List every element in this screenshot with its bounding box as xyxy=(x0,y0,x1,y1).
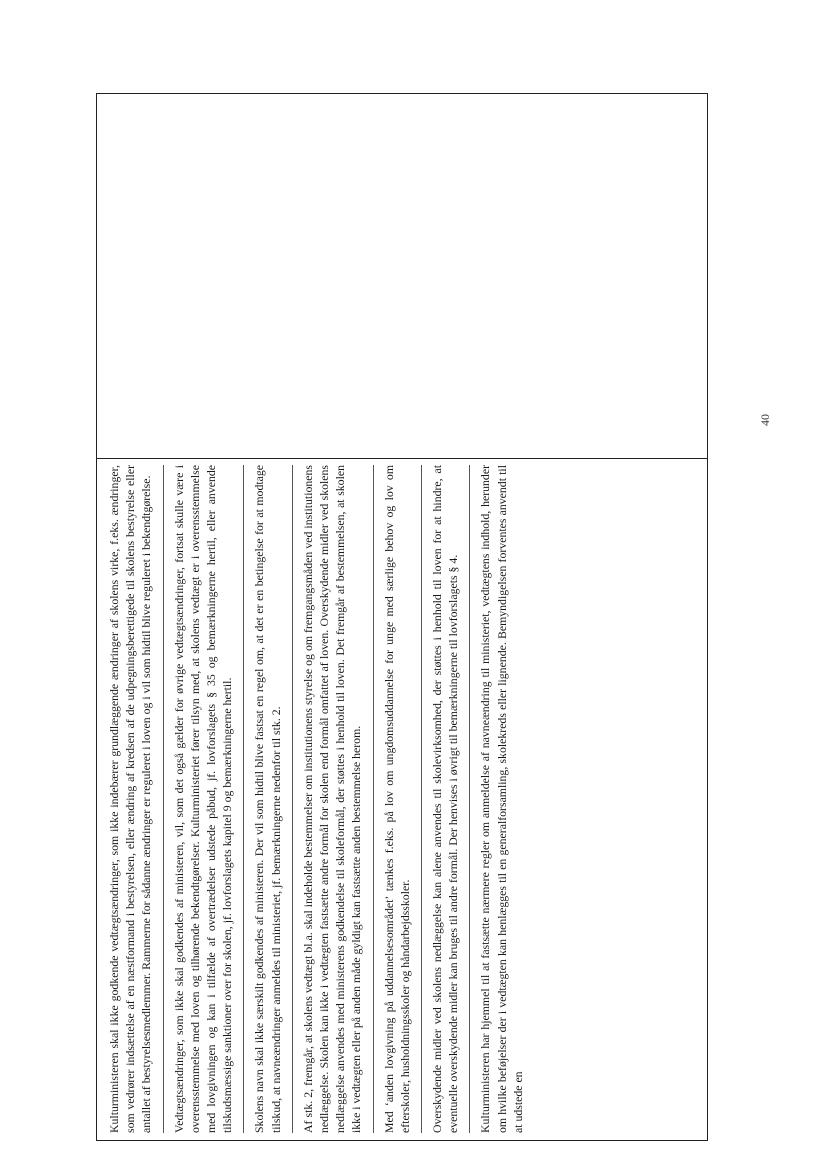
paragraph-1: Kulturministeren skal ikke godkende vedtægtsændringer, som ikke indebærer grundlæggende ændringer af skolens virke, f.eks. ændringer, som vedrører indsættelse af en næstformand i bestyrelsen, eller ændring af kredsen af de udpegningsberettigede til skolens bestyrelse eller antallet af bestyrelsesmedlemmer. Rammerne for sådanne ændringer er reguleret i loven og i vil som hidtil blive reguleret i bekendtgørelse. xyxy=(103,465,164,1133)
paragraph-5: Med ‘anden lovgivning på uddannelsesområdet’ tænkes f.eks. på lov om ungdomsuddannelse for unge med særlige behov og lov om efterskoler, husholdningsskoler og håndarbejdsskoler. xyxy=(374,465,422,1133)
paragraph-3: Skolens navn skal ikke særskilt godkendes af ministeren. Der vil som hidtil blive fastsat en regel om, at det er en betingelse for at modtage tilskud, at navneændringer anmeldes til ministeriet, jf. bemærkningerne nedenfor til stk. 2. xyxy=(244,465,292,1133)
rotated-content xyxy=(96,93,708,1141)
paragraph-2: Vedtægtsændringer, som ikke skal godkendes af ministeren, vil, som det også gælder for øvrige vedtægtsændringer, fortsat skulle være i overensstemmelse med loven og tilhørende bekendtgørelser. Kulturministeriet fører tilsyn med, at skolens vedtægt er i overensstemmelse med lovgivningen og kan i tilfælde af overtrædelser udstede påbud, jf. lovforslagets § 35 og bemærkningerne hertil, eller anvende tilskudsmæssige sanktioner over for skolen, jf. lovforslagets kapitel 9 og bemærkningerne hertil. xyxy=(164,465,245,1133)
paragraph-7: Kulturministeren har hjemmel til at fastsætte nærmere regler om anmeldelse af navneændring til ministeriet, vedtægtens indhold, herunder om hvilke beføjelser der i vedtægten kan henlægges til en generalforsamling, skolekreds eller lignende. Bemyndigelsen forventes anvendt til at udstede en xyxy=(478,465,525,1133)
paragraph-4: Af stk. 2, fremgår, at skolens vedtægt bl.a. skal indeholde bestemmelser om institutionens styrelse og om fremgangsmåden ved institutionens nedlæggelse. Skolen kan ikke i vedtægten fastsætte andre formål for skolen end formål omfattet af loven. Overskydende midler ved skolens nedlæggelse anvendes med ministerens godkendelse til skoleformål, der støttes i henhold til loven. Det fremgår af bestemmelsen, at skolen ikke i vedtægten eller på anden måde gyldigt kan fastsætte anden bestemmelse herom. xyxy=(293,465,374,1133)
page-number: 40 xyxy=(758,414,772,426)
paragraph-6: Overskydende midler ved skolens nedlæggelse kan alene anvendes til skolevirksomhed, der støttes i henhold til loven for at hindre, at eventuelle overskydende midler kan bruges til andre formål. Der henvises i øvrigt til bemærkningerne til lovforslagets § 4. xyxy=(422,465,470,1133)
text-column xyxy=(103,465,703,1133)
column-divider xyxy=(96,458,708,459)
